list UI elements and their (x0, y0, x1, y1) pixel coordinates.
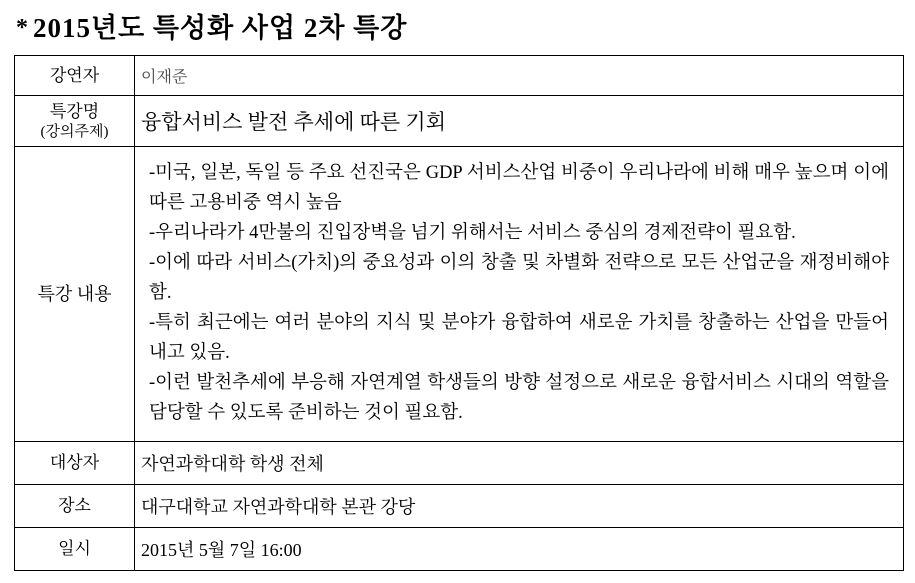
label-content: 특강 내용 (15, 147, 135, 442)
table-row-topic (15, 96, 904, 147)
label-datetime: 일시 (15, 527, 135, 570)
document-page (0, 6, 915, 583)
table-row-content (15, 147, 904, 442)
lecture-info-table (14, 55, 904, 571)
table-row-place (15, 484, 904, 527)
page-title (16, 6, 903, 45)
table-row-datetime (15, 527, 904, 570)
content-line: -미국, 일본, 독일 등 주요 선진국은 GDP 서비스산업 비중이 우리나라에 비해 매우 높으며 이에 따른 고용비중 역시 높음 (149, 163, 889, 214)
label-topic (15, 96, 135, 147)
value-datetime: 2015년 5월 7일 16:00 (135, 527, 904, 570)
table-row-target (15, 441, 904, 484)
value-lecturer: 이재준 (135, 56, 904, 96)
label-topic-main: 특강명 (49, 102, 100, 122)
label-lecturer: 강연자 (15, 56, 135, 96)
label-target: 대상자 (15, 441, 135, 484)
value-target: 자연과학대학 학생 전체 (135, 441, 904, 484)
content-line: -이에 따라 서비스(가치)의 중요성과 이의 창출 및 차별화 전략으로 모든 산업군을 재정비해야 함. (149, 253, 889, 304)
label-place: 장소 (15, 484, 135, 527)
title-text: 2015년도 특성화 사업 2차 특강 (33, 13, 408, 43)
content-line: -이런 발천추세에 부응해 자연계열 학생들의 방향 설정으로 새로운 융합서비스 시대의 역할을 담당할 수 있도록 준비하는 것이 필요함. (149, 373, 889, 423)
content-line: -우리나라가 4만불의 진입장벽을 넘기 위해서는 서비스 중심의 경제전략이 필요함. (149, 223, 796, 244)
value-topic: 융합서비스 발전 추세에 따른 기회 (135, 96, 904, 147)
table-row-lecturer (15, 56, 904, 96)
value-content (135, 147, 904, 442)
label-topic-sub: (강의주제) (40, 123, 109, 140)
content-line: -특히 최근에는 여러 분야의 지식 및 분야가 융합하여 새로운 가치를 창출하는 산업을 만들어내고 있음. (149, 313, 889, 364)
value-place: 대구대학교 자연과학대학 본관 강당 (135, 484, 904, 527)
title-marker: * (16, 15, 29, 41)
